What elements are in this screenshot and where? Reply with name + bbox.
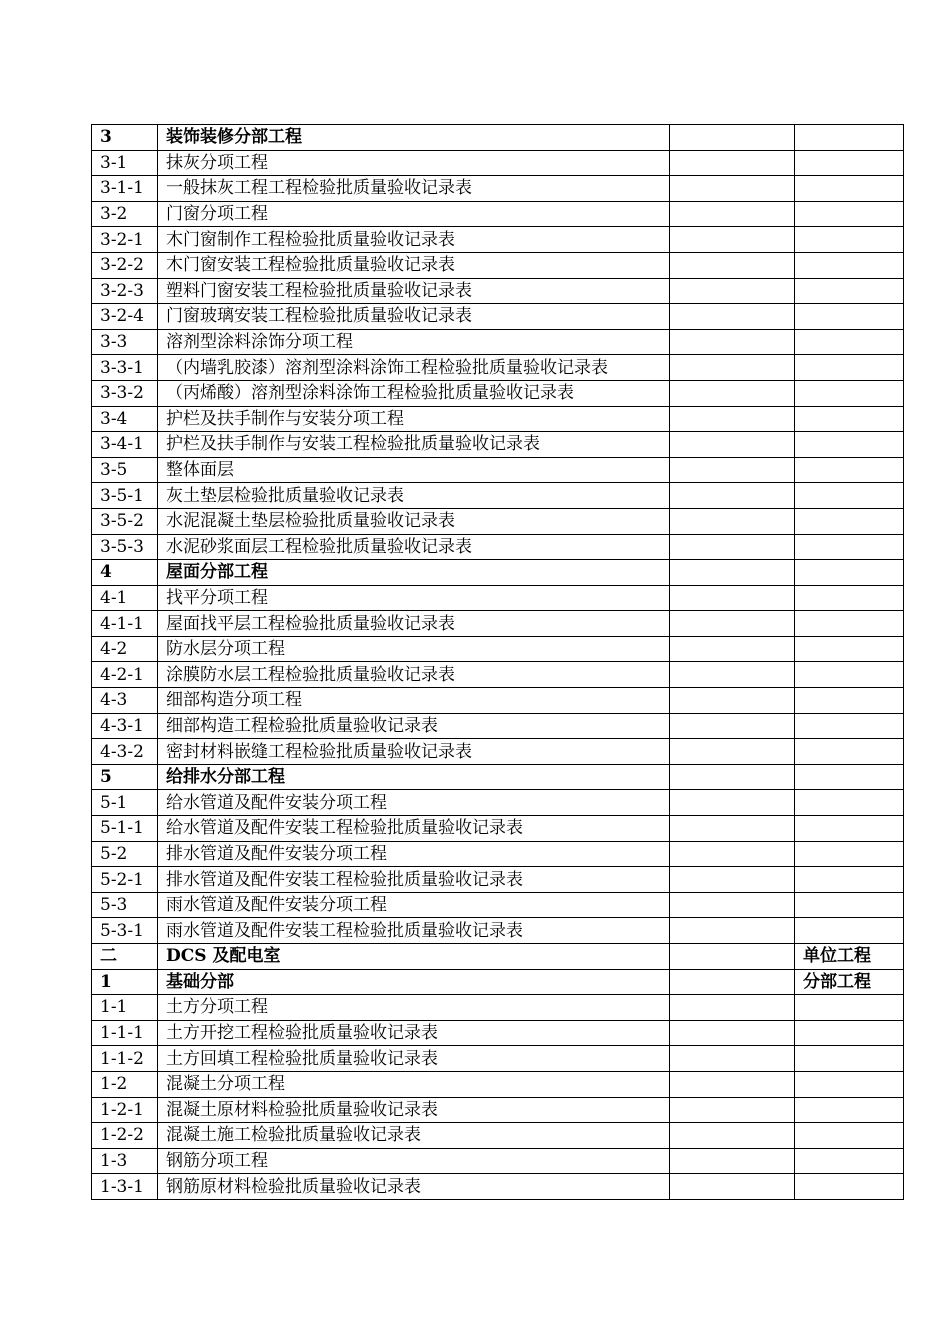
row-column-4-cell <box>795 764 904 790</box>
table-row <box>92 457 904 483</box>
row-column-3-cell <box>670 560 795 586</box>
row-name-cell: 整体面层 <box>158 457 670 483</box>
row-column-3-cell <box>670 355 795 381</box>
row-code-cell: 1-2 <box>92 1071 158 1097</box>
row-column-4-cell <box>795 739 904 765</box>
row-column-4-cell <box>795 355 904 381</box>
row-code-cell: 1-1-2 <box>92 1046 158 1072</box>
row-name-cell: 屋面找平层工程检验批质量验收记录表 <box>158 611 670 637</box>
table-row <box>92 662 904 688</box>
row-column-4-cell <box>795 713 904 739</box>
row-code-cell: 3 <box>92 125 158 151</box>
table-row <box>92 764 904 790</box>
row-name-cell: 细部构造分项工程 <box>158 688 670 714</box>
row-column-4-cell <box>795 406 904 432</box>
row-column-4-cell <box>795 867 904 893</box>
row-column-4-cell <box>795 176 904 202</box>
row-code-cell: 1 <box>92 969 158 995</box>
row-column-3-cell <box>670 534 795 560</box>
row-code-cell: 5 <box>92 764 158 790</box>
row-name-cell: 钢筋分项工程 <box>158 1148 670 1174</box>
table-row <box>92 1148 904 1174</box>
table-row <box>92 125 904 151</box>
row-code-cell: 4-3-2 <box>92 739 158 765</box>
row-column-3-cell <box>670 969 795 995</box>
row-name-cell: 门窗玻璃安装工程检验批质量验收记录表 <box>158 304 670 330</box>
table-row <box>92 995 904 1021</box>
row-column-4-cell <box>795 534 904 560</box>
row-column-3-cell <box>670 406 795 432</box>
row-column-3-cell <box>670 1148 795 1174</box>
row-column-3-cell <box>670 329 795 355</box>
row-code-cell: 1-1-1 <box>92 1020 158 1046</box>
row-column-4-cell <box>795 150 904 176</box>
row-column-4-cell <box>795 483 904 509</box>
row-column-4-cell <box>795 995 904 1021</box>
row-column-3-cell <box>670 176 795 202</box>
row-name-cell: 给水管道及配件安装工程检验批质量验收记录表 <box>158 816 670 842</box>
row-code-cell: 3-4 <box>92 406 158 432</box>
row-name-cell: 给水管道及配件安装分项工程 <box>158 790 670 816</box>
row-name-cell: 土方分项工程 <box>158 995 670 1021</box>
row-column-4-cell <box>795 636 904 662</box>
row-column-4-cell <box>795 278 904 304</box>
row-column-4-cell <box>795 227 904 253</box>
row-column-3-cell <box>670 944 795 970</box>
row-code-cell: 3-2 <box>92 201 158 227</box>
table-row <box>92 278 904 304</box>
row-name-cell: 细部构造工程检验批质量验收记录表 <box>158 713 670 739</box>
row-name-cell: 门窗分项工程 <box>158 201 670 227</box>
row-code-cell: 5-2 <box>92 841 158 867</box>
row-column-4-cell <box>795 918 904 944</box>
row-code-cell: 3-5-2 <box>92 508 158 534</box>
row-code-cell: 3-5-3 <box>92 534 158 560</box>
table-row <box>92 969 904 995</box>
row-name-cell: 涂膜防水层工程检验批质量验收记录表 <box>158 662 670 688</box>
row-column-3-cell <box>670 662 795 688</box>
table-row <box>92 867 904 893</box>
row-code-cell: 4-1-1 <box>92 611 158 637</box>
row-code-cell: 1-3-1 <box>92 1174 158 1200</box>
row-code-cell: 1-3 <box>92 1148 158 1174</box>
row-column-3-cell <box>670 483 795 509</box>
row-code-cell: 5-1 <box>92 790 158 816</box>
row-name-cell: （丙烯酸）溶剂型涂料涂饰工程检验批质量验收记录表 <box>158 380 670 406</box>
row-column-3-cell <box>670 611 795 637</box>
row-code-cell: 3-5 <box>92 457 158 483</box>
row-column-4-cell <box>795 1020 904 1046</box>
table-row <box>92 508 904 534</box>
row-name-cell: 找平分项工程 <box>158 585 670 611</box>
row-code-cell: 3-4-1 <box>92 432 158 458</box>
table-row <box>92 1020 904 1046</box>
row-name-cell: 抹灰分项工程 <box>158 150 670 176</box>
row-name-cell: 混凝土原材料检验批质量验收记录表 <box>158 1097 670 1123</box>
table-row <box>92 483 904 509</box>
row-name-cell: 土方回填工程检验批质量验收记录表 <box>158 1046 670 1072</box>
row-name-cell: 灰土垫层检验批质量验收记录表 <box>158 483 670 509</box>
row-column-4-cell <box>795 1071 904 1097</box>
table-row <box>92 150 904 176</box>
row-column-4-cell <box>795 790 904 816</box>
row-column-4-cell <box>795 611 904 637</box>
records-table <box>91 124 904 1200</box>
row-column-4-cell <box>795 688 904 714</box>
row-name-cell: （内墙乳胶漆）溶剂型涂料涂饰工程检验批质量验收记录表 <box>158 355 670 381</box>
row-column-3-cell <box>670 432 795 458</box>
row-code-cell: 1-1 <box>92 995 158 1021</box>
row-name-cell: 钢筋原材料检验批质量验收记录表 <box>158 1174 670 1200</box>
row-column-4-cell <box>795 508 904 534</box>
row-code-cell: 3-2-4 <box>92 304 158 330</box>
table-row <box>92 688 904 714</box>
table-row <box>92 1046 904 1072</box>
row-column-3-cell <box>670 790 795 816</box>
row-column-3-cell <box>670 1123 795 1149</box>
row-code-cell: 5-1-1 <box>92 816 158 842</box>
row-column-3-cell <box>670 1174 795 1200</box>
row-column-3-cell <box>670 278 795 304</box>
row-code-cell: 3-1-1 <box>92 176 158 202</box>
row-column-4-cell <box>795 329 904 355</box>
row-code-cell: 3-3 <box>92 329 158 355</box>
table-row <box>92 304 904 330</box>
row-name-cell: 水泥砂浆面层工程检验批质量验收记录表 <box>158 534 670 560</box>
row-column-4-cell <box>795 252 904 278</box>
row-code-cell: 4 <box>92 560 158 586</box>
row-code-cell: 5-2-1 <box>92 867 158 893</box>
row-column-3-cell <box>670 764 795 790</box>
row-code-cell: 3-2-1 <box>92 227 158 253</box>
table-row <box>92 1123 904 1149</box>
row-column-3-cell <box>670 713 795 739</box>
row-column-4-cell <box>795 816 904 842</box>
row-column-3-cell <box>670 508 795 534</box>
row-column-3-cell <box>670 457 795 483</box>
row-column-4-cell <box>795 432 904 458</box>
row-column-4-cell <box>795 201 904 227</box>
row-code-cell: 二 <box>92 944 158 970</box>
row-name-cell: 护栏及扶手制作与安装工程检验批质量验收记录表 <box>158 432 670 458</box>
row-column-4-cell <box>795 560 904 586</box>
row-name-cell: 给排水分部工程 <box>158 764 670 790</box>
row-name-cell: 密封材料嵌缝工程检验批质量验收记录表 <box>158 739 670 765</box>
table-row <box>92 227 904 253</box>
row-column-3-cell <box>670 918 795 944</box>
row-name-cell: 水泥混凝土垫层检验批质量验收记录表 <box>158 508 670 534</box>
row-column-3-cell <box>670 1046 795 1072</box>
table-row <box>92 1071 904 1097</box>
table-row <box>92 329 904 355</box>
row-column-4-cell <box>795 125 904 151</box>
row-code-cell: 3-2-3 <box>92 278 158 304</box>
row-code-cell: 5-3 <box>92 892 158 918</box>
row-column-4-cell <box>795 662 904 688</box>
row-column-4-cell <box>795 1174 904 1200</box>
row-column-3-cell <box>670 995 795 1021</box>
row-column-3-cell <box>670 867 795 893</box>
table-row <box>92 560 904 586</box>
row-column-3-cell <box>670 227 795 253</box>
row-column-4-cell <box>795 585 904 611</box>
row-name-cell: 基础分部 <box>158 969 670 995</box>
row-column-4-cell: 单位工程 <box>795 944 904 970</box>
row-column-3-cell <box>670 585 795 611</box>
table-row <box>92 713 904 739</box>
row-name-cell: DCS 及配电室 <box>158 944 670 970</box>
table-row <box>92 534 904 560</box>
row-code-cell: 4-2 <box>92 636 158 662</box>
table-row <box>92 790 904 816</box>
table-row <box>92 176 904 202</box>
row-name-cell: 排水管道及配件安装分项工程 <box>158 841 670 867</box>
row-column-4-cell <box>795 1148 904 1174</box>
row-column-4-cell <box>795 1097 904 1123</box>
row-column-4-cell <box>795 892 904 918</box>
row-code-cell: 3-2-2 <box>92 252 158 278</box>
table-row <box>92 380 904 406</box>
row-code-cell: 1-2-1 <box>92 1097 158 1123</box>
row-column-4-cell <box>795 304 904 330</box>
row-name-cell: 一般抹灰工程工程检验批质量验收记录表 <box>158 176 670 202</box>
row-column-3-cell <box>670 688 795 714</box>
row-column-4-cell <box>795 1046 904 1072</box>
table-row <box>92 636 904 662</box>
row-code-cell: 1-2-2 <box>92 1123 158 1149</box>
row-column-3-cell <box>670 1097 795 1123</box>
row-code-cell: 4-3 <box>92 688 158 714</box>
table-row <box>92 585 904 611</box>
row-name-cell: 雨水管道及配件安装分项工程 <box>158 892 670 918</box>
table-row <box>92 611 904 637</box>
row-code-cell: 3-1 <box>92 150 158 176</box>
table-row <box>92 355 904 381</box>
row-code-cell: 4-1 <box>92 585 158 611</box>
row-name-cell: 防水层分项工程 <box>158 636 670 662</box>
row-column-3-cell <box>670 380 795 406</box>
row-code-cell: 3-5-1 <box>92 483 158 509</box>
row-column-4-cell <box>795 457 904 483</box>
row-code-cell: 4-2-1 <box>92 662 158 688</box>
row-name-cell: 屋面分部工程 <box>158 560 670 586</box>
row-name-cell: 装饰装修分部工程 <box>158 125 670 151</box>
row-code-cell: 3-3-2 <box>92 380 158 406</box>
row-column-3-cell <box>670 892 795 918</box>
table-row <box>92 406 904 432</box>
row-column-3-cell <box>670 636 795 662</box>
row-column-3-cell <box>670 816 795 842</box>
row-name-cell: 溶剂型涂料涂饰分项工程 <box>158 329 670 355</box>
row-name-cell: 排水管道及配件安装工程检验批质量验收记录表 <box>158 867 670 893</box>
row-code-cell: 4-3-1 <box>92 713 158 739</box>
row-name-cell: 土方开挖工程检验批质量验收记录表 <box>158 1020 670 1046</box>
table-row <box>92 432 904 458</box>
table-row <box>92 918 904 944</box>
row-name-cell: 木门窗制作工程检验批质量验收记录表 <box>158 227 670 253</box>
table-row <box>92 201 904 227</box>
records-table-body <box>92 125 904 1200</box>
row-column-3-cell <box>670 150 795 176</box>
table-row <box>92 892 904 918</box>
row-name-cell: 雨水管道及配件安装工程检验批质量验收记录表 <box>158 918 670 944</box>
table-row <box>92 944 904 970</box>
row-column-3-cell <box>670 1020 795 1046</box>
row-column-3-cell <box>670 252 795 278</box>
row-column-3-cell <box>670 125 795 151</box>
table-row <box>92 841 904 867</box>
table-row <box>92 739 904 765</box>
row-column-3-cell <box>670 739 795 765</box>
row-column-3-cell <box>670 304 795 330</box>
row-name-cell: 木门窗安装工程检验批质量验收记录表 <box>158 252 670 278</box>
table-row <box>92 1174 904 1200</box>
table-row <box>92 252 904 278</box>
row-code-cell: 5-3-1 <box>92 918 158 944</box>
row-column-3-cell <box>670 1071 795 1097</box>
table-row <box>92 1097 904 1123</box>
row-name-cell: 混凝土施工检验批质量验收记录表 <box>158 1123 670 1149</box>
row-column-4-cell <box>795 1123 904 1149</box>
row-column-4-cell: 分部工程 <box>795 969 904 995</box>
row-code-cell: 3-3-1 <box>92 355 158 381</box>
row-name-cell: 混凝土分项工程 <box>158 1071 670 1097</box>
row-name-cell: 护栏及扶手制作与安装分项工程 <box>158 406 670 432</box>
row-column-4-cell <box>795 380 904 406</box>
table-row <box>92 816 904 842</box>
row-name-cell: 塑料门窗安装工程检验批质量验收记录表 <box>158 278 670 304</box>
row-column-3-cell <box>670 841 795 867</box>
row-column-4-cell <box>795 841 904 867</box>
row-column-3-cell <box>670 201 795 227</box>
